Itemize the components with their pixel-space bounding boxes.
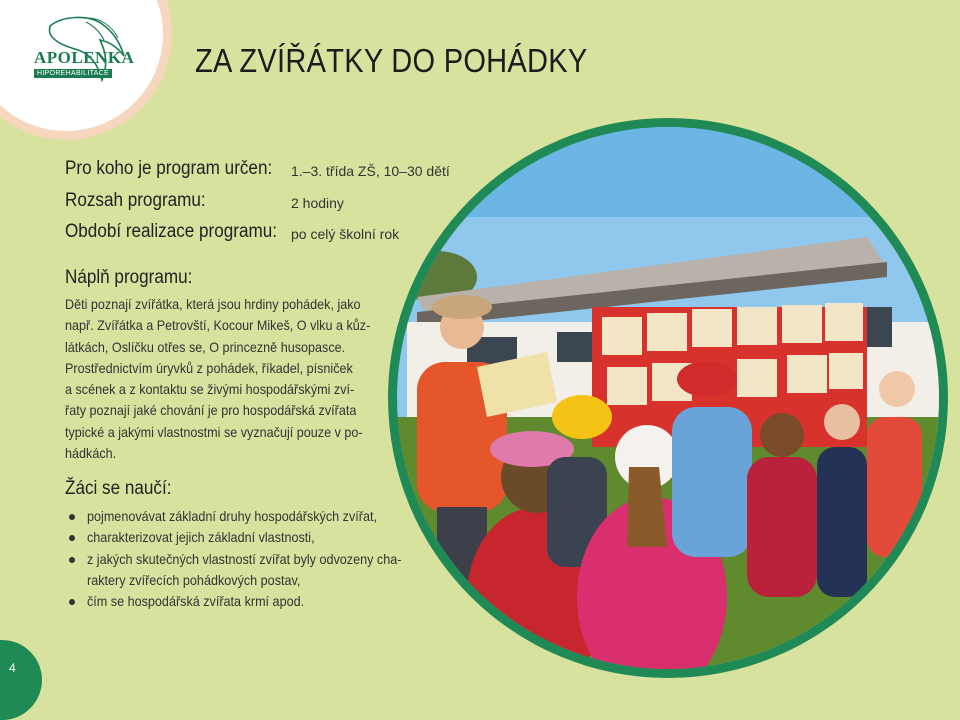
page-title: ZA ZVÍŘÁTKY DO POHÁDKY xyxy=(195,42,588,79)
list-item-text: pojmenovávat základní druhy hospodářských zvířat, xyxy=(87,508,377,524)
photo-frame xyxy=(388,118,948,678)
list-item-text: z jakých skutečných vlastností zvířat byly odvozeny cha- xyxy=(87,550,402,567)
learn-heading: Žáci se naučí: xyxy=(65,478,172,499)
info-label-period: Období realizace programu: xyxy=(65,221,277,242)
list-item xyxy=(67,506,427,527)
page-number: 4 xyxy=(9,661,16,675)
content-line: Prostřednictvím úryvků z pohádek, říkadel, písniček xyxy=(65,359,353,376)
photo-children-with-teacher xyxy=(397,127,939,669)
logo-subtitle: HIPOREHABILITACE xyxy=(34,69,112,78)
list-item-text: raktery zvířecích pohádkových postav, xyxy=(87,571,301,588)
list-item xyxy=(67,549,427,592)
content-line: Děti poznají zvířátka, která jsou hrdiny pohádek, jako xyxy=(65,296,361,312)
list-item-text: čím se hospodářská zvířata krmí apod. xyxy=(87,593,305,610)
info-value-duration: 2 hodiny xyxy=(291,195,344,211)
content-line: látkách, Oslíčku otřes se, O princezně husopasce. xyxy=(65,338,346,355)
list-item-text: charakterizovat jejich základní vlastnosti, xyxy=(87,529,315,546)
list-item xyxy=(67,527,427,548)
content-line: např. Zvířátka a Petrovští, Kocour Mikeš, O vlku a kůz- xyxy=(65,317,371,334)
logo-name: APOLENKA xyxy=(34,48,135,67)
info-value-period: po celý školní rok xyxy=(291,226,400,242)
content-line: typické a jakými vlastnostmi se vyznačují pouze v po- xyxy=(65,423,363,440)
content-line: řaty poznají jaké chování je pro hospodářská zvířata xyxy=(65,402,357,419)
list-item xyxy=(67,591,427,612)
page-number-badge xyxy=(0,640,42,720)
info-value-audience: 1.–3. třída ZŠ, 10–30 dětí xyxy=(291,163,450,179)
content-paragraph xyxy=(65,294,395,464)
info-label-audience: Pro koho je program určen: xyxy=(65,158,273,179)
learn-list xyxy=(67,506,427,612)
content-heading: Náplň programu: xyxy=(65,267,193,288)
content-line: a scének a z kontaktu se živými hospodářskými zví- xyxy=(65,381,355,398)
content-line: hádkách. xyxy=(65,445,117,462)
info-label-duration: Rozsah programu: xyxy=(65,190,206,211)
